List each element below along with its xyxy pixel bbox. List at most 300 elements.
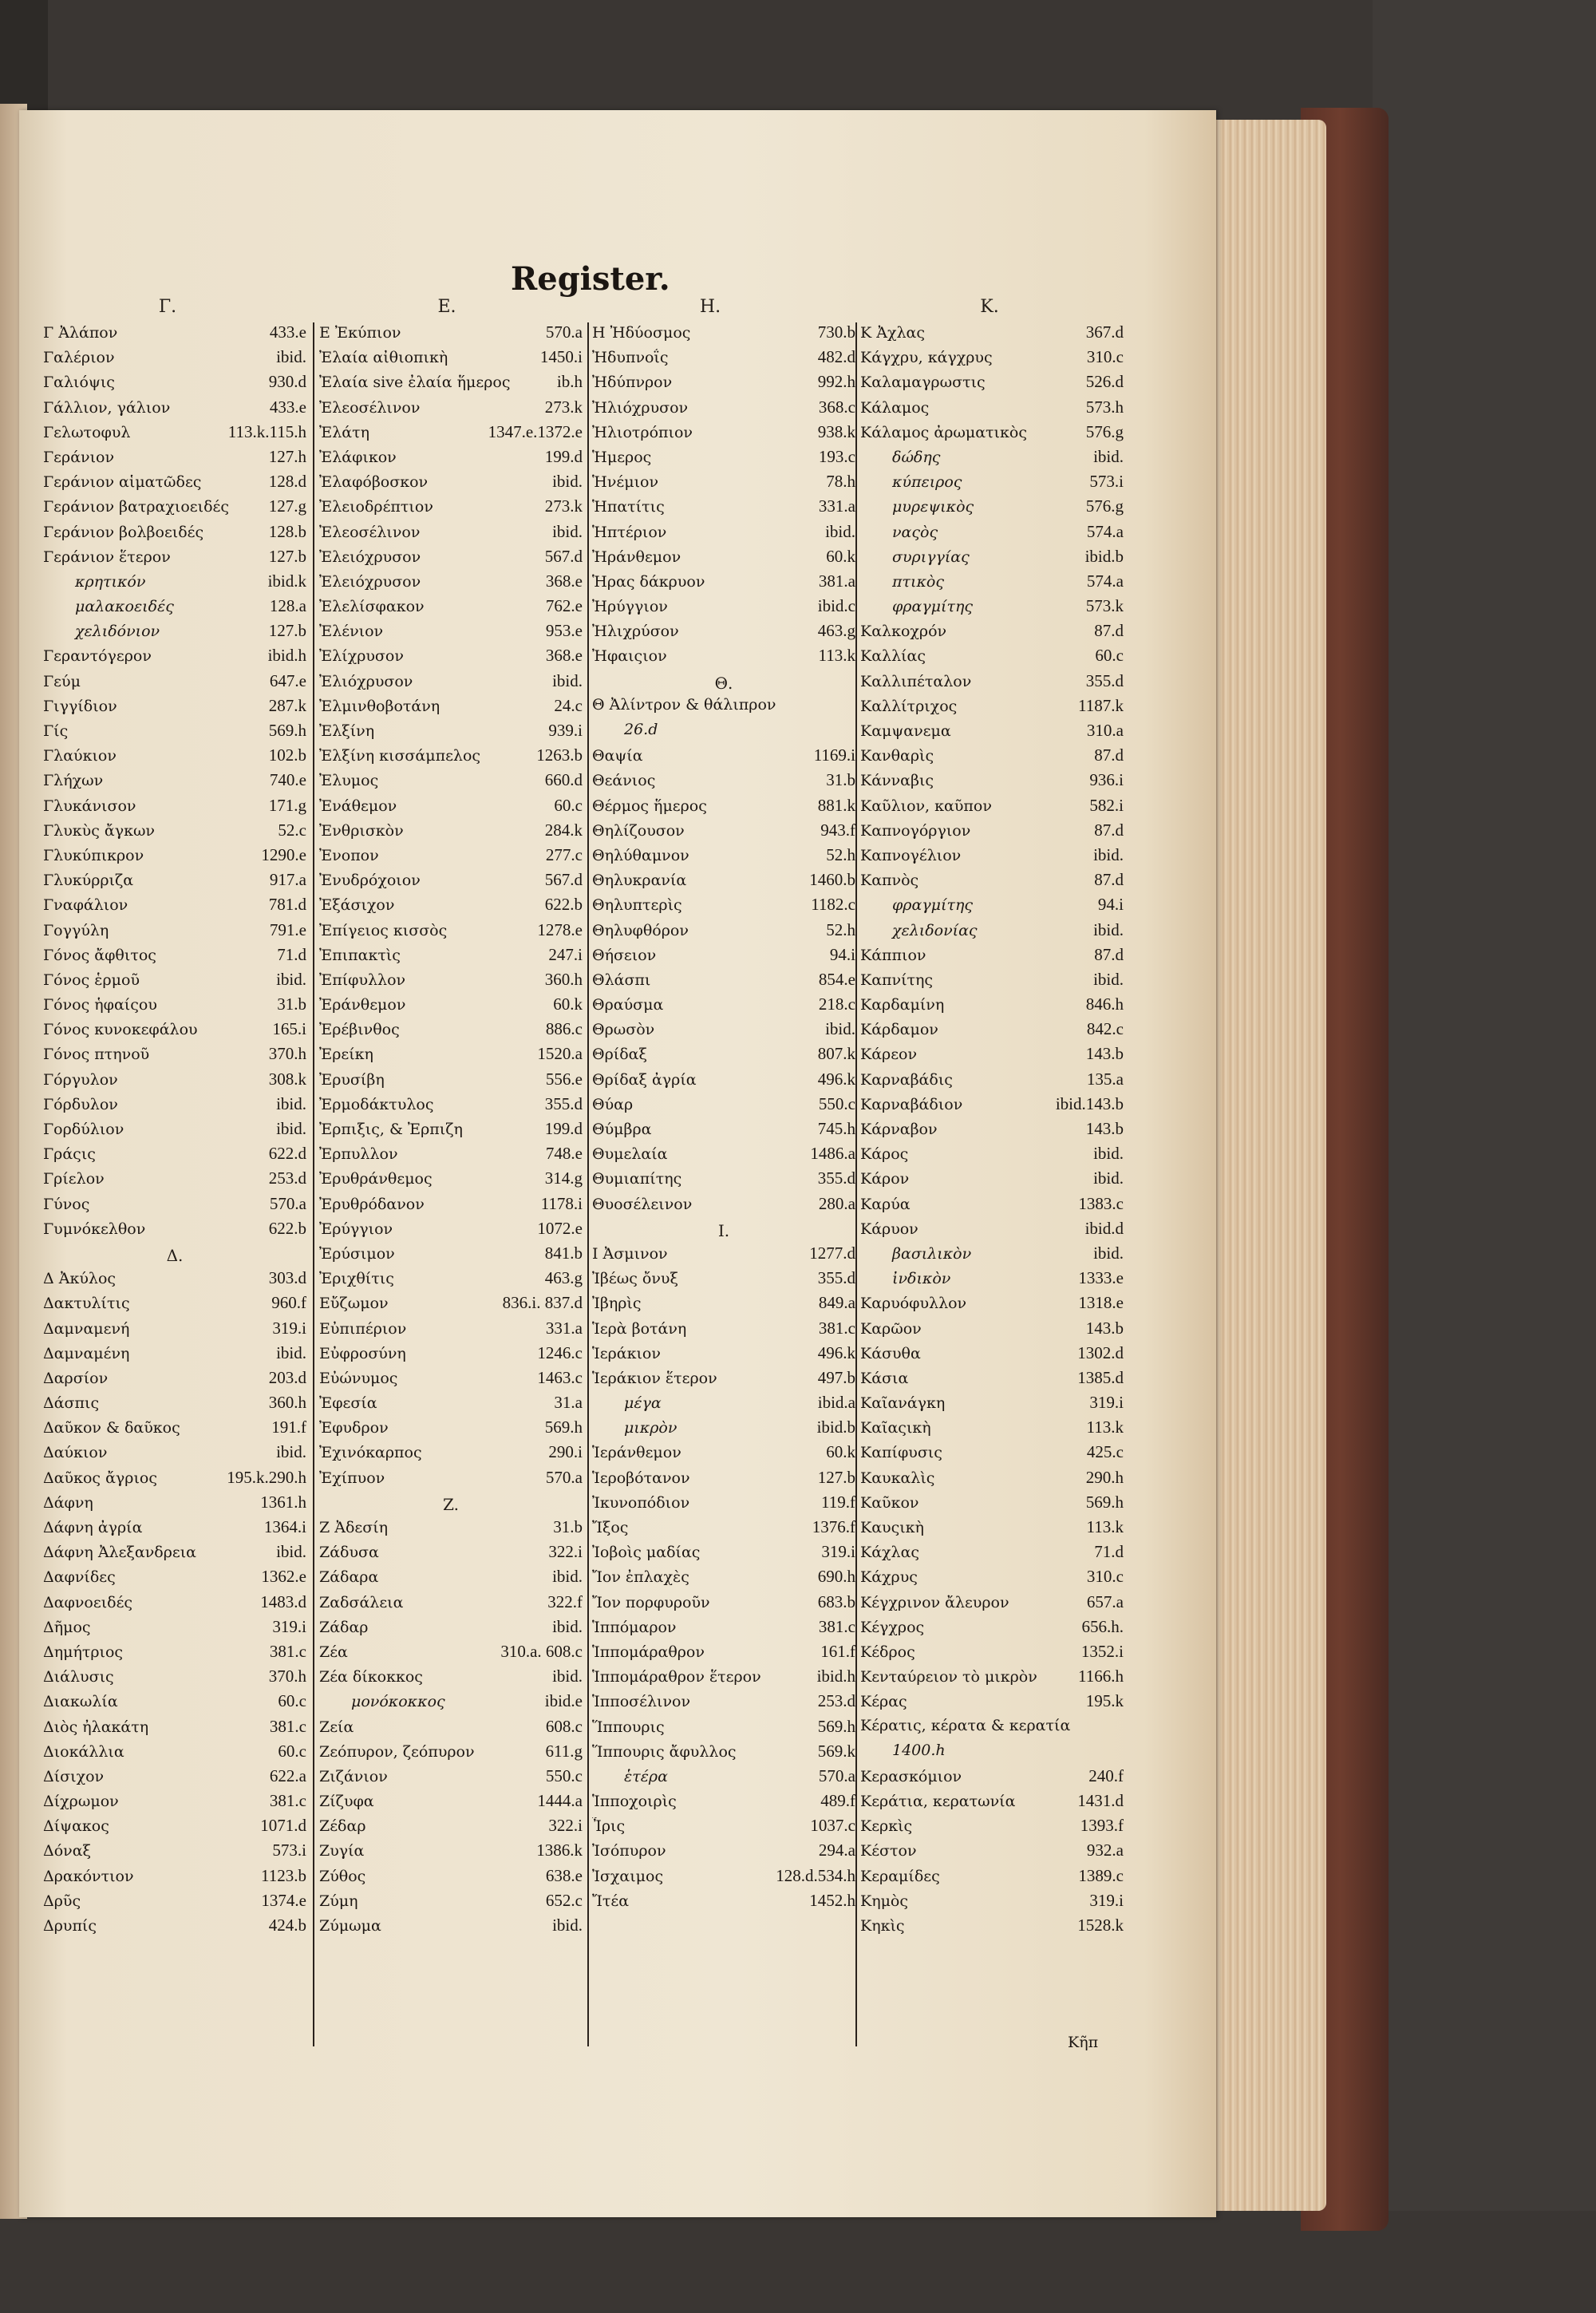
entry-term: Καπνίτης: [860, 971, 934, 989]
index-entry: [43, 397, 306, 422]
entry-term: Ἱπποσέλινον: [592, 1693, 690, 1711]
index-entry: [43, 770, 306, 795]
index-entry: [43, 671, 306, 696]
index-entry: [43, 1070, 306, 1094]
index-entry: [319, 571, 583, 596]
entry-page-reference: 319.i: [272, 1616, 306, 1636]
entry-term: Κάρος: [860, 1145, 909, 1164]
index-entry: [592, 1841, 855, 1865]
entry-term: Θέρμος ἥμερος: [592, 797, 707, 815]
index-entry: [860, 1816, 1124, 1841]
entry-page-reference: 569.h: [544, 1417, 583, 1437]
entry-term: Ἐρέβινθος: [319, 1021, 400, 1039]
entry-page-reference: 381.c: [269, 1791, 306, 1811]
entry-term: Ἵππουρις: [592, 1718, 665, 1736]
entry-term: Ἠρύγγιον: [592, 598, 668, 616]
entry-page-reference: 161.f: [820, 1641, 855, 1661]
entry-page-reference: 60.k: [553, 994, 583, 1014]
index-entry: [592, 1094, 855, 1119]
entry-page-reference: 71.d: [1094, 1542, 1124, 1562]
index-entry: [319, 547, 583, 571]
index-entry: [860, 646, 1124, 670]
page-title: Register.: [511, 260, 670, 298]
entry-page-reference: 113.k.115.h: [227, 421, 306, 441]
index-entry: [319, 1019, 583, 1044]
entry-term: Κάρον: [860, 1170, 910, 1188]
entry-term: Ἐλεοσέλινον: [319, 398, 421, 417]
entry-term: Ἴτέα: [592, 1892, 630, 1910]
entry-page-reference: 310.a. 608.c: [500, 1641, 583, 1661]
index-entry: [319, 1044, 583, 1069]
entry-term: Ζάδυσα: [319, 1544, 379, 1562]
index-entry: [860, 1343, 1124, 1368]
index-entry: [860, 1791, 1124, 1816]
entry-page-reference: 1393.f: [1080, 1816, 1124, 1836]
entry-term: Θ Ἀλίντρον & θάλιπρον: [592, 695, 776, 714]
entry-page-reference: 78.h: [826, 472, 855, 492]
index-entry: [860, 1493, 1124, 1517]
index-entry: [592, 1144, 855, 1168]
entry-term: Γλήχων: [43, 772, 104, 790]
entry-page-reference: 690.h: [817, 1567, 855, 1587]
index-entry: [43, 1468, 306, 1493]
entry-page-reference: 992.h: [817, 372, 855, 392]
entry-term: Ἐλαία sive ἐλαία ἥμερος: [319, 374, 511, 392]
entry-page-reference: 52.h: [826, 919, 855, 939]
entry-page-reference: 886.c: [545, 1019, 583, 1039]
entry-page-reference: 622.b: [544, 895, 583, 915]
entry-term: Ἡμερος: [592, 448, 652, 466]
entry-term: Κεραμίδες: [860, 1867, 940, 1885]
index-entry: [43, 1493, 306, 1517]
index-entry: [860, 1542, 1124, 1567]
entry-term: Διοκάλλια: [43, 1742, 124, 1761]
entry-term: συριγγίας: [892, 548, 970, 566]
entry-page-reference: 849.a: [818, 1293, 855, 1313]
index-entry: [43, 1194, 306, 1219]
column-rule: [587, 322, 589, 2046]
index-subentry: [860, 1243, 1124, 1268]
entry-page-reference: 683.b: [817, 1591, 855, 1611]
index-entry: [43, 1319, 306, 1343]
index-entry: [319, 1119, 583, 1144]
entry-page-reference: 319.i: [821, 1542, 855, 1562]
index-entry: [319, 447, 583, 472]
entry-term: Γεραντόγερον: [43, 647, 152, 666]
index-entry: [860, 994, 1124, 1019]
entry-page-reference: 277.c: [545, 844, 583, 864]
entry-term: Θύαρ: [592, 1095, 634, 1113]
index-entry: [43, 547, 306, 571]
entry-term: Κάχλας: [860, 1544, 920, 1562]
entry-page-reference: 290.i: [548, 1442, 583, 1462]
index-entry: [43, 1368, 306, 1393]
entry-page-reference: 807.k: [817, 1044, 855, 1064]
index-entry: [860, 745, 1124, 770]
entry-term: Ἰβηρὶς: [592, 1295, 642, 1313]
entry-term: Γορδύλιον: [43, 1121, 124, 1138]
entry-page-reference: ibid.: [552, 670, 583, 690]
entry-term: Ἐλάφικον: [319, 448, 397, 466]
index-entry: [319, 1841, 583, 1865]
entry-page-reference: 569.h: [1085, 1492, 1124, 1512]
entry-term: Ἐρυσίβη: [319, 1070, 385, 1089]
entry-term: Ζιζάνιον: [319, 1767, 388, 1785]
entry-page-reference: 381.c: [818, 1318, 855, 1338]
entry-term: Γλυκύπικρον: [43, 846, 144, 864]
index-entry: [592, 1567, 855, 1591]
entry-term: Ζέα: [319, 1643, 348, 1661]
entry-page-reference: 322.f: [547, 1591, 583, 1611]
entry-page-reference: 368.e: [545, 646, 583, 666]
index-entry: [860, 1293, 1124, 1318]
entry-page-reference: 496.k: [817, 1342, 855, 1362]
index-entry: [43, 1144, 306, 1168]
entry-page-reference: 526.d: [1085, 372, 1124, 392]
entry-term: Δάφνη: [43, 1493, 93, 1512]
index-entry: [43, 970, 306, 994]
register-column-gamma-delta: [43, 322, 306, 1940]
entry-page-reference: 273.k: [544, 397, 583, 417]
entry-page-reference: 1347.e.1372.e: [488, 421, 583, 441]
entry-page-reference: 943.f: [820, 820, 855, 840]
entry-term: Ἰσχαιμος: [592, 1867, 664, 1885]
entry-term: Ἠφαιςιον: [592, 647, 667, 666]
index-entry: [319, 1592, 583, 1617]
index-entry: [592, 870, 855, 895]
entry-term: Ἐξάσιχον: [319, 896, 395, 915]
index-entry: [43, 1442, 306, 1467]
entry-page-reference: 622.d: [268, 1144, 306, 1164]
entry-term: Ἐριχθίτις: [319, 1270, 394, 1288]
entry-term: Γόνος ἑρμοῦ: [43, 971, 140, 989]
entry-page-reference: 52.c: [278, 820, 306, 840]
index-entry: [860, 1319, 1124, 1343]
entry-term: κρητικόν: [75, 572, 146, 591]
entry-page-reference: 240.f: [1088, 1765, 1124, 1785]
index-entry: [43, 1219, 306, 1243]
entry-term: μαλακοειδές: [75, 598, 174, 616]
index-subentry: [592, 1766, 855, 1791]
entry-page-reference: 87.d: [1094, 745, 1124, 765]
entry-term: Θηλίζουσον: [592, 821, 685, 840]
entry-page-reference: 938.k: [817, 421, 855, 441]
entry-term: I Ἀσμινον: [592, 1244, 668, 1263]
entry-page-reference: ibid.: [552, 1567, 583, 1587]
entry-term: Ἐφεσία: [319, 1394, 377, 1413]
entry-page-reference: 622.a: [269, 1765, 306, 1785]
entry-term: Ἐλειόχρυσον: [319, 548, 421, 566]
index-entry: [592, 397, 855, 422]
entry-page-reference: 582.i: [1089, 795, 1124, 815]
index-entry: [592, 1168, 855, 1193]
entry-page-reference: ibid.: [1093, 969, 1124, 989]
entry-page-reference: 1528.k: [1077, 1916, 1124, 1935]
index-entry: [592, 1517, 855, 1542]
entry-page-reference: 841.b: [544, 1243, 583, 1263]
entry-term: Καλλίτριχος: [860, 697, 958, 715]
entry-page-reference: 762.e: [545, 596, 583, 616]
index-entry: [319, 1094, 583, 1119]
entry-term: Θύμβρα: [592, 1121, 652, 1138]
entry-page-reference: 1520.a: [537, 1044, 583, 1064]
index-entry: [860, 347, 1124, 372]
entry-term: Ἡνέμιον: [592, 473, 659, 492]
entry-term: Κερασκόμιον: [860, 1767, 962, 1785]
index-subentry: [860, 522, 1124, 547]
index-entry: [319, 1617, 583, 1642]
index-entry: [860, 796, 1124, 820]
entry-term: ἰνδικὸν: [892, 1270, 951, 1288]
entry-page-reference: 1263.b: [536, 745, 583, 765]
entry-term: Καῖανάγκη: [860, 1394, 946, 1413]
entry-page-reference: 842.c: [1086, 1019, 1124, 1039]
entry-page-reference: 960.f: [271, 1293, 306, 1313]
index-entry: [860, 1368, 1124, 1393]
entry-term: Κέδρος: [860, 1643, 915, 1661]
index-entry: [860, 1567, 1124, 1591]
entry-term: Θηλυκρανία: [592, 872, 687, 890]
index-entry: [319, 1667, 583, 1691]
index-entry: [43, 1866, 306, 1891]
entry-page-reference: 1389.c: [1078, 1865, 1124, 1885]
index-entry: [592, 1592, 855, 1617]
entry-page-reference: ibid.: [552, 472, 583, 492]
index-entry: [43, 1119, 306, 1144]
index-entry: [860, 1766, 1124, 1791]
entry-page-reference: 31.b: [826, 770, 855, 790]
entry-page-reference: 199.d: [544, 446, 583, 466]
entry-term: Κάλαμος ἀρωματικὸς: [860, 423, 1027, 441]
index-entry: [860, 671, 1124, 696]
entry-term: Κέρατις, κέρατα & κερατία: [860, 1716, 1071, 1734]
index-entry: [592, 1642, 855, 1667]
index-entry: [592, 1293, 855, 1318]
index-entry: [43, 447, 306, 472]
entry-page-reference: 781.d: [268, 895, 306, 915]
index-entry: [592, 596, 855, 621]
index-subentry: [592, 1417, 855, 1442]
entry-page-reference: 322.i: [548, 1816, 583, 1836]
entry-term: Ἐλελίσφακον: [319, 598, 425, 616]
index-entry: [860, 820, 1124, 845]
entry-term: Ἐλυμος: [319, 772, 379, 790]
entry-term: Ζύθος: [319, 1867, 366, 1885]
entry-term: 1400.h: [892, 1741, 946, 1759]
register-column-kappa: [860, 322, 1124, 1940]
entry-page-reference: 791.e: [269, 919, 306, 939]
entry-term: Ἐπιπακτὶς: [319, 946, 401, 964]
entry-term: χελιδόνιον: [75, 623, 160, 641]
index-entry: [592, 322, 855, 347]
entry-page-reference: 569.h: [817, 1716, 855, 1736]
entry-page-reference: ibid.: [1093, 1243, 1124, 1263]
entry-term: Θρίδαξ: [592, 1046, 647, 1064]
entry-page-reference: 218.c: [818, 994, 855, 1014]
index-entry: [319, 870, 583, 895]
entry-page-reference: 854.e: [818, 969, 855, 989]
index-entry: [43, 1642, 306, 1667]
entry-term: μονόκοκκος: [351, 1693, 445, 1711]
index-entry: [860, 1417, 1124, 1442]
entry-term: Ζίζυφα: [319, 1793, 374, 1811]
entry-term: φραγμίτης: [892, 598, 973, 616]
entry-term: Θραύσμα: [592, 996, 664, 1014]
entry-term: Καῦκον: [860, 1493, 919, 1512]
entry-term: Εὔζωμον: [319, 1295, 389, 1313]
entry-page-reference: 932.a: [1086, 1841, 1124, 1860]
index-entry: [860, 397, 1124, 422]
column-letter-gamma: Γ.: [158, 297, 177, 317]
entry-page-reference: 368.e: [545, 571, 583, 591]
index-entry: [319, 397, 583, 422]
entry-term: Ἰβέως ὄνυξ: [592, 1270, 678, 1288]
index-entry: [319, 745, 583, 770]
entry-page-reference: 381.c: [818, 1616, 855, 1636]
entry-page-reference: 128.a: [269, 596, 306, 616]
index-entry: [43, 1592, 306, 1617]
index-entry: [43, 1667, 306, 1691]
index-subentry: [860, 1742, 1124, 1766]
index-entry: [43, 1343, 306, 1368]
entry-term: Γλαύκιον: [43, 747, 117, 765]
entry-page-reference: 574.a: [1086, 521, 1124, 541]
entry-term: Z Ἀδεσίη: [319, 1519, 389, 1536]
entry-term: Θυοσέλεινον: [592, 1195, 693, 1213]
entry-page-reference: 611.g: [545, 1741, 583, 1761]
index-entry: [319, 522, 583, 547]
index-entry: [592, 422, 855, 447]
entry-term: Ἠλιόχρυσον: [592, 398, 689, 417]
entry-term: Ἴον πορφυροῦν: [592, 1593, 710, 1611]
index-entry: [592, 1019, 855, 1044]
index-entry: [43, 1791, 306, 1816]
index-entry: [592, 1717, 855, 1742]
entry-term: Γεράνιον: [43, 448, 115, 466]
entry-page-reference: 370.h: [268, 1044, 306, 1064]
entry-term: Εὐφροσύνη: [319, 1344, 406, 1362]
index-entry: [43, 646, 306, 670]
index-entry: [860, 970, 1124, 994]
entry-term: Κάνναβις: [860, 772, 934, 790]
entry-term: δώδης: [892, 448, 941, 466]
entry-page-reference: 360.h: [268, 1393, 306, 1413]
entry-page-reference: 1444.a: [537, 1791, 583, 1811]
entry-term: Γεράνιον βολβοειδές: [43, 523, 204, 541]
entry-term: Θηλύθαμνον: [592, 846, 689, 864]
entry-term: Θυμιαπίτης: [592, 1170, 682, 1188]
entry-page-reference: 381.c: [269, 1716, 306, 1736]
entry-page-reference: 128.d.534.h: [776, 1865, 855, 1885]
entry-page-reference: 1383.c: [1078, 1193, 1124, 1213]
entry-page-reference: ibid.: [1093, 844, 1124, 864]
index-entry: [860, 721, 1124, 745]
index-entry: [319, 1542, 583, 1567]
entry-term: Ἱερὰ βοτάνη: [592, 1319, 687, 1338]
column-rule: [313, 322, 314, 2046]
entry-page-reference: ibid.: [276, 347, 306, 367]
entry-page-reference: 280.a: [818, 1193, 855, 1213]
index-entry: [860, 1094, 1124, 1119]
entry-term: Κεράτια, κερατωνία: [860, 1793, 1016, 1811]
entry-term: μυρεψικὸς: [892, 498, 974, 516]
index-entry: [43, 1717, 306, 1742]
entry-page-reference: 60.c: [554, 795, 583, 815]
entry-term: Ἠδυπνοΐς: [592, 349, 669, 367]
entry-term: Ζεόπυρον, ζεόπυρον: [319, 1742, 475, 1761]
index-entry: [319, 1268, 583, 1293]
index-entry: [319, 372, 583, 397]
entry-page-reference: 355.d: [544, 1093, 583, 1113]
index-entry: [319, 1916, 583, 1940]
entry-term: Δαῦκον & δαῦκος: [43, 1419, 180, 1437]
entry-term: Δημήτριος: [43, 1643, 124, 1661]
entry-page-reference: 576.g: [1085, 421, 1124, 441]
entry-term: Κέγχρος: [860, 1618, 925, 1636]
index-subentry: [860, 447, 1124, 472]
entry-page-reference: 1374.e: [261, 1890, 306, 1910]
register-column-epsilon-zeta: [319, 322, 583, 1940]
entry-term: Ἱππομάραθρον: [592, 1643, 705, 1661]
entry-term: Ἱπποχοιρὶς: [592, 1793, 677, 1811]
index-subentry: [43, 571, 306, 596]
index-entry: [43, 422, 306, 447]
entry-page-reference: 331.a: [545, 1318, 583, 1338]
entry-term: ναςὸς: [892, 523, 938, 541]
column-letter-kappa: K.: [980, 297, 999, 317]
entry-page-reference: ibid.d: [1084, 1218, 1124, 1238]
index-entry: [319, 1567, 583, 1591]
entry-page-reference: ibid.a: [817, 1393, 855, 1413]
index-entry: [592, 1617, 855, 1642]
entry-page-reference: 1166.h: [1078, 1667, 1124, 1686]
entry-term: Θρωσὸν: [592, 1021, 655, 1039]
entry-page-reference: ibid.b: [1084, 546, 1124, 566]
entry-page-reference: ibid.k: [267, 571, 306, 591]
entry-term: Ἱππόμαρον: [592, 1618, 677, 1636]
entry-page-reference: 567.d: [544, 870, 583, 890]
index-entry: [860, 845, 1124, 870]
entry-term: Ἐπίφυλλον: [319, 971, 406, 989]
entry-term: Δρακόντιον: [43, 1867, 134, 1885]
entry-page-reference: 573.h: [1085, 397, 1124, 417]
entry-term: Καρύα: [860, 1195, 911, 1213]
index-entry: [592, 1742, 855, 1766]
entry-term: Ἐρείκη: [319, 1046, 373, 1064]
entry-term: Δίψακος: [43, 1817, 109, 1836]
index-entry: [43, 1393, 306, 1417]
entry-term: Ἐχίπυον: [319, 1469, 385, 1487]
index-entry: [319, 895, 583, 919]
index-entry: [43, 522, 306, 547]
entry-page-reference: 273.k: [544, 496, 583, 516]
index-entry: [319, 1791, 583, 1816]
entry-page-reference: 1452.h: [809, 1890, 855, 1910]
index-entry: [860, 945, 1124, 970]
entry-term: Ἠδύπνρον: [592, 374, 673, 392]
index-entry: [43, 1816, 306, 1841]
index-entry: [43, 721, 306, 745]
column-rule: [855, 322, 857, 2046]
index-entry: [860, 1617, 1124, 1642]
entry-term: Θηλυπτερὶς: [592, 896, 682, 915]
index-entry: [592, 1468, 855, 1493]
index-entry: [319, 646, 583, 670]
entry-page-reference: 1483.d: [260, 1591, 306, 1611]
entry-term: Θεάνιος: [592, 772, 656, 790]
entry-page-reference: 608.c: [545, 1716, 583, 1736]
entry-term: Γάλλιον, γάλιον: [43, 398, 171, 417]
